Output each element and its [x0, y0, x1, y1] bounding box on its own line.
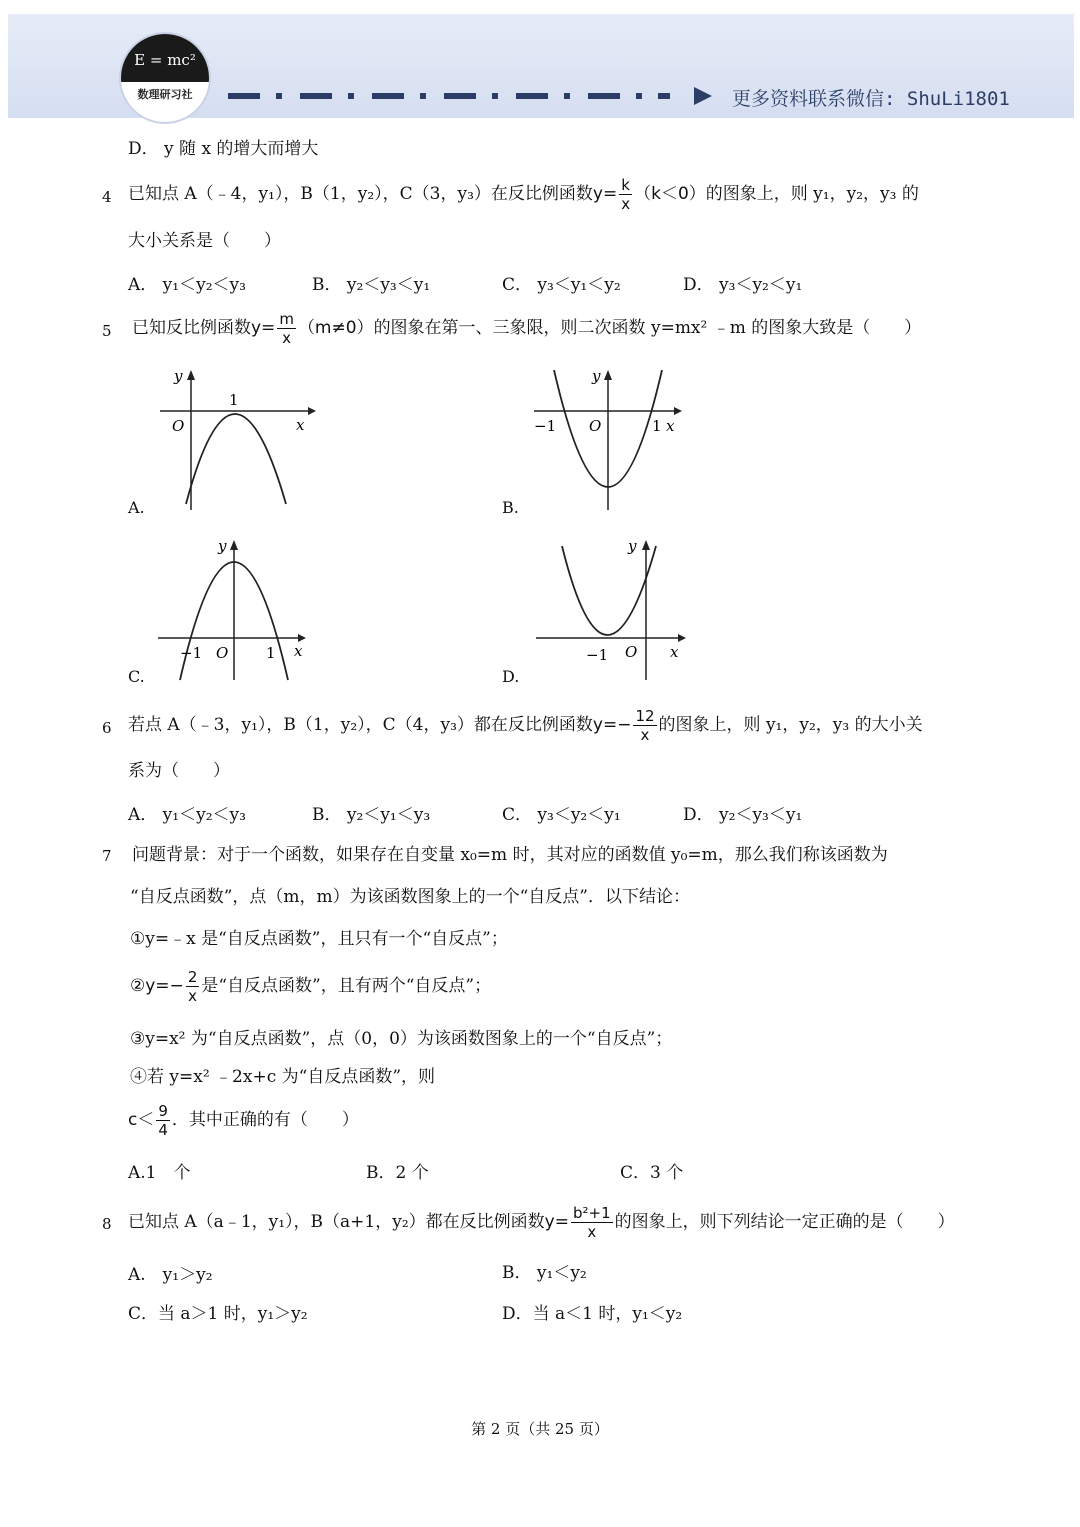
y-axis-arrow-icon	[187, 370, 195, 380]
q7-stem-a: 问题背景：对于一个函数，如果存在自变量 x₀=m 时，其对应的函数值 y₀=m，那么我们称该函数为	[132, 845, 888, 865]
arrow-right-icon	[694, 87, 712, 105]
x-axis-label: x	[294, 642, 303, 660]
q5-frac-num: m	[279, 310, 294, 328]
q6-frac-den: x	[640, 726, 650, 744]
y-axis-arrow-icon	[230, 540, 238, 550]
q4-frac-den: x	[621, 195, 631, 213]
parabola-curve	[186, 414, 286, 504]
q4-stem-a: 已知点 A（﹣4，y₁），B（1，y₂），C（3，y₃）在反比例函数	[128, 184, 593, 204]
q7-s2-fraction	[186, 968, 200, 1005]
q4-stem	[128, 174, 919, 214]
logo-name: 数理研习社	[137, 88, 193, 101]
x-axis-arrow-icon	[298, 634, 306, 642]
page-header	[8, 14, 1074, 118]
y-axis-label: y	[218, 537, 227, 555]
q8-frac-den: x	[587, 1223, 597, 1241]
q7-stem-b: “自反点函数”，点（m，m）为该函数图象上的一个“自反点”．以下结论：	[130, 887, 691, 907]
tick-label: 1	[229, 391, 239, 409]
q5-frac-den: x	[282, 329, 292, 347]
tick-label-left: −1	[534, 417, 557, 435]
q6-stem-a: 若点 A（﹣3，y₁），B（1，y₂），C（4，y₃）都在反比例函数	[128, 715, 593, 735]
q4-fraction	[619, 176, 632, 213]
q5-stem-a: 已知反比例函数	[132, 318, 251, 338]
q7-s2-den: x	[188, 987, 198, 1005]
contact-text: 更多资料联系微信: ShuLi1801	[732, 88, 1010, 110]
q7-statement-4: ④若 y=x² ﹣2x+c 为“自反点函数”，则	[130, 1067, 436, 1087]
q7-s2-num: 2	[187, 968, 198, 986]
q6-option-a: A． y₁＜y₂＜y₃	[128, 805, 246, 825]
q4-func-cond: （k＜0）	[634, 184, 706, 204]
graph-d	[530, 534, 700, 684]
q4-frac-num: k	[619, 176, 632, 195]
q5-option-b: B.	[502, 498, 519, 517]
y-axis-label: y	[592, 367, 601, 385]
q6-fraction	[633, 707, 656, 744]
q8-stem-b: 的图象上，则下列结论一定正确的是（ ）	[614, 1212, 955, 1232]
q4-option-a: A． y₁＜y₂＜y₃	[128, 275, 246, 295]
graph-c	[150, 534, 320, 684]
header-dash	[658, 93, 670, 99]
q7-s5-den: 4	[158, 1121, 168, 1139]
q7-s5-post: ．其中正确的有（ ）	[171, 1110, 359, 1130]
q3-option-d: D． y 随 x 的增大而增大	[128, 139, 319, 159]
q7-s5-fraction	[156, 1102, 170, 1139]
q7-option-c: C．3 个	[620, 1163, 684, 1183]
q5-stem	[132, 308, 921, 348]
q6-stem-c: 系为（ ）	[128, 761, 230, 781]
x-axis-label: x	[670, 643, 679, 661]
tick-label-right: 1	[266, 644, 276, 662]
q6-option-d: D． y₂＜y₃＜y₁	[683, 805, 803, 825]
origin-label: O	[216, 644, 229, 662]
header-dash	[372, 93, 404, 99]
q8-fraction	[571, 1204, 613, 1241]
x-axis-arrow-icon	[308, 407, 316, 415]
q8-frac-num: b²+1	[572, 1204, 611, 1222]
q5-stem-b: 的图象在第一、三象限，则二次函数 y=mx² ﹣m 的图象大致是（ ）	[373, 318, 922, 338]
q4-option-b: B． y₂＜y₃＜y₁	[312, 275, 431, 295]
header-dash	[444, 93, 476, 99]
q6-stem	[128, 705, 923, 745]
header-dot	[420, 93, 426, 99]
q5-option-a: A.	[128, 498, 145, 517]
q8-stem	[128, 1200, 955, 1244]
q5-func-cond: （m≠0）	[297, 318, 374, 338]
x-axis-label: x	[666, 417, 675, 435]
q6-stem-b: 的图象上，则 y₁，y₂，y₃ 的大小关	[658, 715, 923, 735]
q7-option-a: A.1 个	[128, 1163, 191, 1183]
header-dot	[564, 93, 570, 99]
question-number: 6	[102, 719, 112, 737]
q8-option-c: C．当 a＞1 时，y₁＞y₂	[128, 1304, 308, 1324]
q6-func-lhs: y=−	[592, 715, 632, 735]
header-dash	[588, 93, 620, 99]
x-axis-arrow-icon	[674, 407, 682, 415]
q5-func-lhs: y=	[251, 318, 276, 338]
logo	[121, 34, 209, 122]
header-dash	[228, 93, 260, 99]
parabola-curve	[562, 546, 656, 635]
question-number: 7	[102, 847, 112, 865]
q8-stem-a: 已知点 A（a﹣1，y₁），B（a+1，y₂）都在反比例函数	[128, 1212, 545, 1232]
tick-label-right: 1	[652, 417, 662, 435]
q8-option-d: D．当 a＜1 时，y₁＜y₂	[502, 1304, 683, 1324]
question-number: 8	[102, 1215, 112, 1233]
q7-s5-num: 9	[158, 1102, 168, 1120]
q4-option-d: D． y₃＜y₂＜y₁	[683, 275, 803, 295]
q6-frac-num: 12	[635, 707, 655, 725]
origin-label: O	[172, 417, 185, 435]
q7-statement-2	[130, 964, 491, 1008]
q7-statement-3: ③y=x² 为“自反点函数”，点（0，0）为该函数图象上的一个“自反点”；	[130, 1029, 673, 1049]
question-number: 4	[102, 188, 112, 206]
q6-option-c: C． y₃＜y₂＜y₁	[502, 805, 621, 825]
tick-label-left: −1	[586, 646, 609, 664]
graph-a	[150, 364, 320, 514]
q4-stem-b: 的图象上，则 y₁，y₂，y₃ 的	[705, 184, 919, 204]
logo-formula: E = mc²	[121, 34, 209, 82]
q8-option-a: A. y₁＞y₂	[128, 1265, 213, 1285]
header-dot	[276, 93, 282, 99]
q7-s5-lhs: c＜	[128, 1110, 155, 1130]
y-axis-label: y	[628, 537, 637, 555]
graph-b	[526, 364, 696, 514]
q8-option-b: B． y₁＜y₂	[502, 1263, 587, 1283]
x-axis-label: x	[296, 416, 305, 434]
x-axis-arrow-icon	[678, 634, 686, 642]
page-footer: 第 2 页（共 25 页）	[471, 1420, 609, 1438]
y-axis-arrow-icon	[642, 540, 650, 550]
origin-label: O	[625, 643, 638, 661]
origin-label: O	[589, 417, 602, 435]
header-dot	[636, 93, 642, 99]
q4-stem-c: 大小关系是（ ）	[128, 231, 281, 251]
tick-label-left: −1	[180, 644, 203, 662]
q5-option-c: C.	[128, 667, 145, 686]
header-dash	[516, 93, 548, 99]
question-number: 5	[102, 322, 112, 340]
q5-option-d: D.	[502, 667, 520, 686]
q5-fraction	[277, 310, 296, 347]
q4-func-lhs: y=	[592, 184, 618, 204]
header-dash	[300, 93, 332, 99]
q7-s2-post: 是“自反点函数”，且有两个“自反点”；	[201, 976, 492, 996]
q7-statement-5	[128, 1098, 359, 1142]
q8-func-lhs: y=	[544, 1212, 569, 1232]
q4-option-c: C． y₃＜y₁＜y₂	[502, 275, 621, 295]
y-axis-label: y	[174, 367, 183, 385]
q7-statement-1: ①y=﹣x 是“自反点函数”，且只有一个“自反点”；	[130, 929, 508, 949]
y-axis-arrow-icon	[604, 370, 612, 380]
header-dot	[492, 93, 498, 99]
q7-option-b: B．2 个	[366, 1163, 429, 1183]
q7-s2-marker: ②	[130, 976, 146, 996]
header-dot	[348, 93, 354, 99]
q6-option-b: B． y₂＜y₁＜y₃	[312, 805, 431, 825]
q7-s2-lhs: y=−	[145, 976, 184, 996]
